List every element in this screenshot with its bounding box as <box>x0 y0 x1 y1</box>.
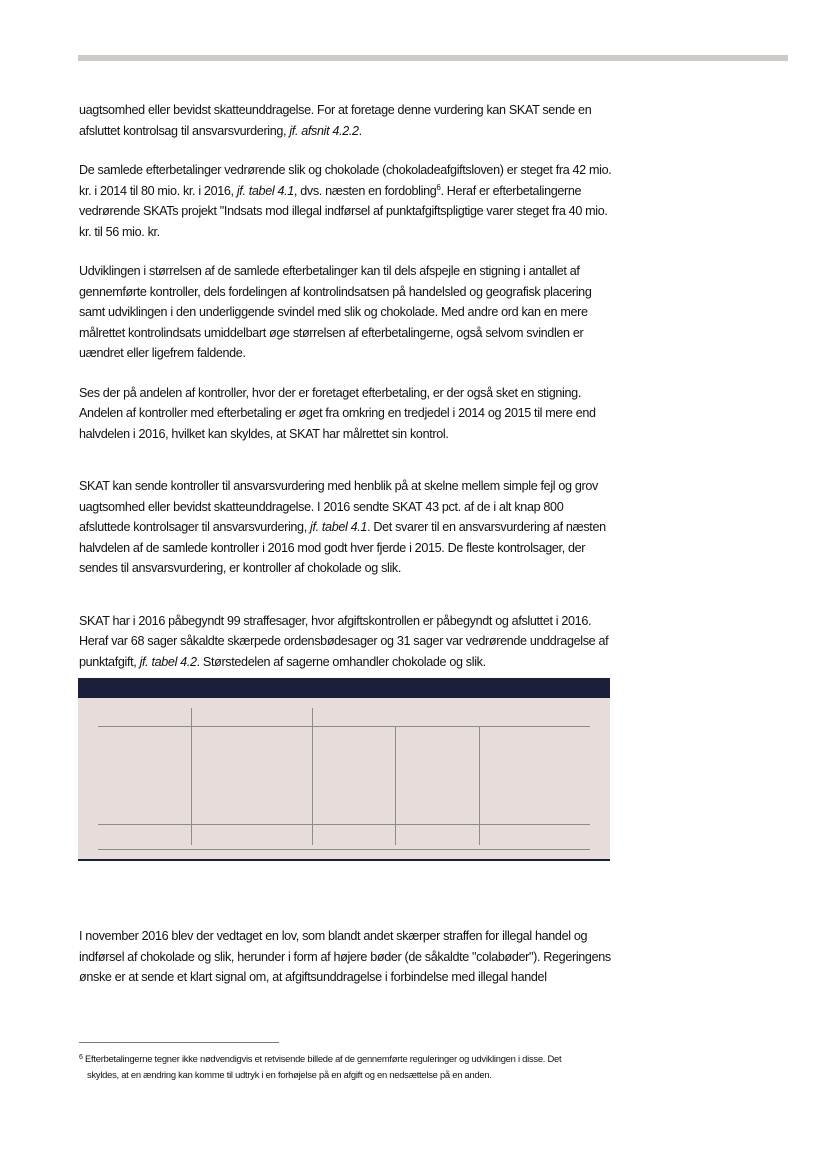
paragraph-2-end: . Heraf er efterbetalingerne vedrørende SKATs projekt "Indsats mod illegal indførsel af punktafgiftspligtige varer steget fra 40 mio. kr. til 56 mio. kr. <box>79 183 608 239</box>
table-end-rule <box>98 849 590 850</box>
paragraph-4: Ses der på andelen af kontroller, hvor der er foretaget efterbetaling, er der også sket en stigning. Andelen af kontroller med efterbetaling er øget fra omkring en tredjedel i 2014 og 2015 til mere end halvdelen i 2016, hvilket kan skyldes, at SKAT har målrettet sin kontrol. <box>79 385 596 441</box>
table-body <box>78 698 610 859</box>
paragraph-1-reference: jf. afsnit 4.2.2 <box>289 123 359 138</box>
paragraph-1-text: uagtsomhed eller bevidst skatteunddragelse. For at foretage denne vurdering kan SKAT sende en afsluttet kontrolsag til ansvarsvurdering, <box>79 103 592 138</box>
paragraph-6-reference: jf. tabel 4.2 <box>139 654 197 669</box>
paragraph-2-mid: , dvs. næsten en fordobling <box>293 183 437 198</box>
table-divider <box>479 727 480 845</box>
footnote-separator <box>79 1042 279 1043</box>
table-bottom-rule <box>78 859 610 861</box>
footnote <box>79 1051 614 1083</box>
paragraph-5 <box>79 476 613 579</box>
footnote-line-1 <box>79 1051 614 1067</box>
table-total-rule <box>98 824 590 825</box>
paragraph-6 <box>79 611 613 673</box>
paragraph-6-text: SKAT har i 2016 påbegyndt 99 straffesager, hvor afgiftskontrollen er påbegyndt og afsluttet i 2016. Heraf var 68 sager såkaldte skærpede ordensbødesager og 31 sager var vedrørende unddragelse af punktafgift, <box>79 613 609 669</box>
data-table <box>78 678 610 861</box>
table-divider <box>395 727 396 845</box>
paragraph-1 <box>79 100 613 141</box>
footnote-marker[interactable]: 6 <box>436 182 441 192</box>
table-header-rule <box>98 726 590 727</box>
paragraph-2 <box>79 160 613 242</box>
paragraph-3: Udviklingen i størrelsen af de samlede efterbetalinger kan til dels afspejle en stigning i antallet af gennemførte kontroller, dels fordelingen af kontrolindsatsen på handelsled og geografisk placering samt udviklingen i den underliggende svindel med slik og chokolade. Med andre ord kan en mere målrettet kontrolindsats umiddelbart øge størrelsen af efterbetalingerne, også selvom svindlen er uændret eller ligefrem faldende. <box>79 264 592 360</box>
header-rule <box>78 55 788 61</box>
body-text <box>79 100 613 672</box>
paragraph-5-end: . Det svarer til en ansvarsvurdering af næsten halvdelen af de samlede kontroller i 2016 mod godt hver fjerde i 2015. De fleste kontrolsager, der sendes til ansvarsvurdering, er kontroller af chokolade og slik. <box>79 520 606 575</box>
table-header-bar <box>78 678 610 698</box>
footnote-number: 6 <box>79 1054 83 1061</box>
paragraph-5-text: SKAT kan sende kontroller til ansvarsvurdering med henblik på at skelne mellem simple fejl og grov uagtsomhed eller bevidst skatteunddragelse. I 2016 sendte SKAT 43 pct. af de i alt knap 800 afsluttede kontrolsager til ansvarsvurdering, <box>79 479 598 534</box>
paragraph-5-reference: jf. tabel 4.1 <box>310 520 368 534</box>
paragraph-7: I november 2016 blev der vedtaget en lov, som blandt andet skærper straffen for illegal handel og indførsel af chokolade og slik, herunder i form af højere bøder (de såkaldte "colabøder"). Regeringens ønske er at sende et klart signal om, at afgiftsunddragelse i forbindelse med illegal handel <box>79 929 611 984</box>
footnote-line-2: skyldes, at en ændring kan komme til udtryk i en forhøjelse på en afgift og en nedsættelse på en anden. <box>87 1069 492 1080</box>
paragraph-1-end: . <box>358 123 362 138</box>
paragraph-2-reference: jf. tabel 4.1 <box>236 183 294 198</box>
paragraph-6-end: . Størstedelen af sagerne omhandler chokolade og slik. <box>196 654 486 669</box>
footnote-text-1: Efterbetalingerne tegner ikke nødvendigvis et retvisende billede af de gennemførte reguleringer og udviklingen i disse. Det <box>85 1053 562 1064</box>
body-text-continued <box>79 926 613 988</box>
paragraph-2-text: De samlede efterbetalinger vedrørende slik og chokolade (chokoladeafgiftsloven) er steget fra 42 mio. kr. i 2014 til 80 mio. kr. i 2016, <box>79 163 612 198</box>
